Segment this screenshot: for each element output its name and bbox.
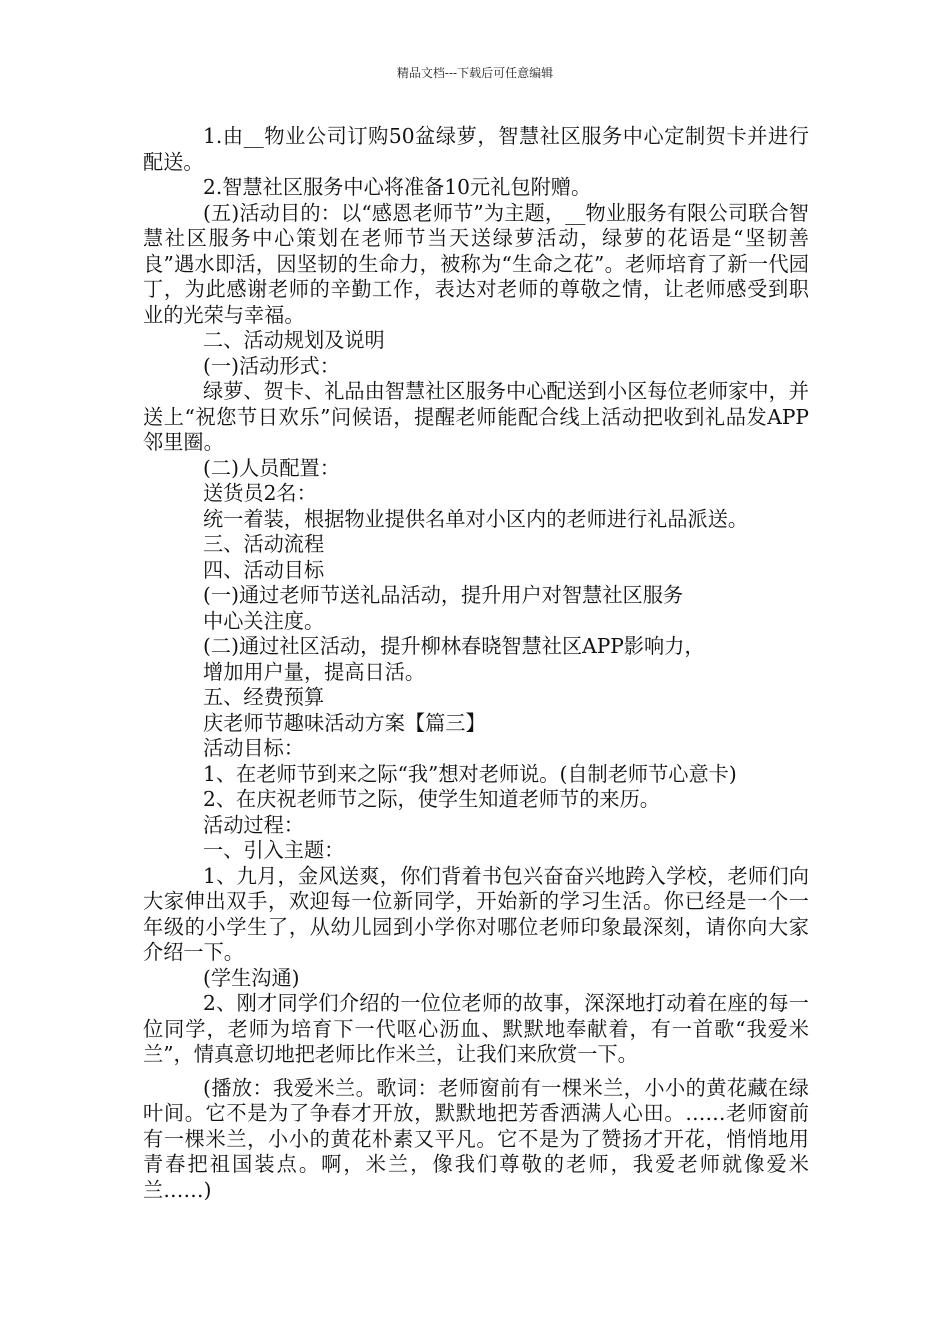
section-heading: 一、引入主题： (203, 838, 345, 862)
paragraph: 中心关注度。 (203, 608, 325, 633)
sub-heading: 活动过程： (203, 812, 304, 837)
sub-heading: 活动目标： (203, 736, 304, 760)
paragraph: (播放：我爱米兰。歌词：老师窗前有一棵米兰，小小的黄花藏在绿叶间。它不是为了争春才开放，默默地把芳香洒满人心田。……老师窗前有一棵米兰，小小的黄花朴素又平凡。它不是为了赞扬才开花，悄悄地用青春把祖国装点。啊，米兰，像我们尊敬的老师，我爱老师就像爱米兰……) (143, 1075, 809, 1202)
page-header: 精品文档---下载后可任意编辑 (396, 66, 554, 80)
section-heading: 四、活动目标 (203, 557, 325, 582)
article-title: 庆老师节趣味活动方案【篇三】 (203, 710, 486, 735)
paragraph: 增加用户量，提高日活。 (203, 659, 426, 684)
paragraph: 1.由__物业公司订购50盆绿萝，智慧社区服务中心定制贺卡并进行配送。 (143, 124, 809, 174)
document-body (143, 124, 809, 1203)
sub-heading: (二)人员配置： (203, 455, 340, 480)
paragraph: (一)通过老师节送礼品活动，提升用户对智慧社区服务 (203, 583, 684, 607)
section-heading: 三、活动流程 (203, 532, 325, 556)
paragraph: 2.智慧社区服务中心将准备10元礼包附赠。 (203, 175, 592, 199)
paragraph: 2、刚才同学们介绍的一位位老师的故事，深深地打动着在座的每一位同学，老师为培育下一代呕心沥血、默默地奉献着，有一首歌“我爱米兰”，情真意切地把老师比作米兰，让我们来欣赏一下。 (143, 991, 809, 1066)
paragraph: 1、九月，金风送爽，你们背着书包兴奋奋兴地跨入学校，老师们向大家伸出双手，欢迎每一位新同学，开始新的学习生活。你已经是一个一年级的小学生了，从幼儿园到小学你对哪位老师印象最深刻，请你向大家介绍一下。 (143, 863, 809, 964)
paragraph: 送货员2名： (203, 481, 317, 505)
paragraph: (二)通过社区活动，提升柳林春晓智慧社区APP影响力， (203, 634, 705, 658)
section-heading: 二、活动规划及说明 (203, 328, 385, 352)
paragraph: 1、在老师节到来之际“我”想对老师说。(自制老师节心意卡) (203, 761, 737, 786)
paragraph: 绿萝、贺卡、礼品由智慧社区服务中心配送到小区每位老师家中，并送上“祝您节日欢乐”问候语，提醒老师能配合线上活动把收到礼品发APP邻里圈。 (143, 379, 809, 454)
paragraph: 2、在庆祝老师节之际，使学生知道老师节的来历。 (203, 787, 660, 811)
paragraph: 统一着装，根据物业提供名单对小区内的老师进行礼品派送。 (203, 506, 749, 531)
section-heading: 五、经费预算 (203, 685, 325, 709)
sub-heading: (一)活动形式： (203, 353, 340, 378)
paragraph: (学生沟通) (203, 965, 300, 990)
paragraph: (五)活动目的：以“感恩老师节”为主题，__物业服务有限公司联合智慧社区服务中心策划在老师节当天送绿萝活动，绿萝的花语是“坚韧善良”遇水即活，因坚韧的生命力，被称为“生命之花”。老师培育了新一代园丁，为此感谢老师的辛勤工作，表达对老师的尊敬之情，让老师感受到职业的光荣与幸福。 (143, 200, 809, 327)
